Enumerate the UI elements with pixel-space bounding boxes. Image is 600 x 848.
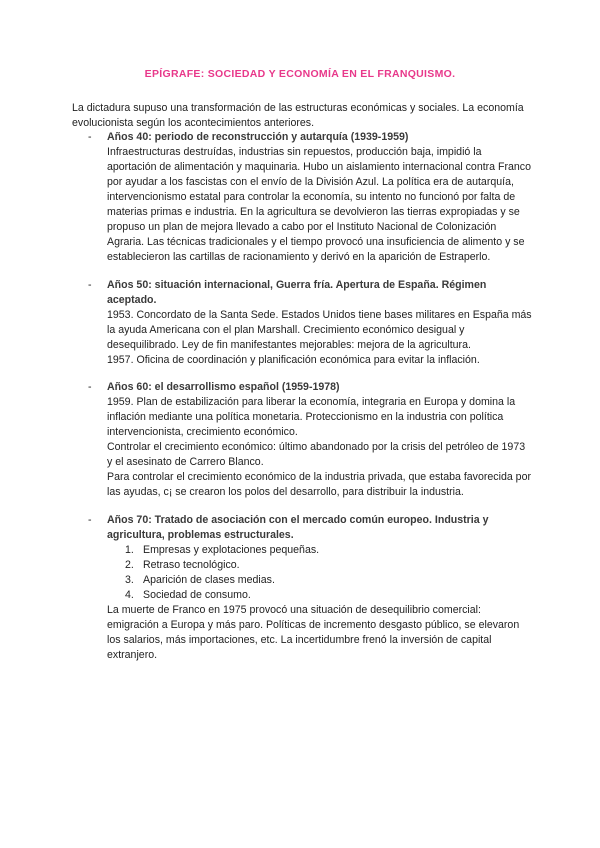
list-number: 1.: [125, 544, 134, 556]
section-paragraph: 1953. Concordato de la Santa Sede. Estados Unidos tiene bases militares en España más la ayuda Americana con el plan Marshall. Crecimiento económico desigual y desequilibrado. Ley de fin manifestantes mejorables: mejora de la agricultura.: [107, 309, 532, 351]
section-paragraph: Infraestructuras destruídas, industrias sin repuestos, producción baja, impidió la aportación de alimentación y maquinaria. Hubo un aislamiento internacional contra Franco por ayudar a los fascistas con el envío de la División Azul. La política era de autarquía, intervencionismo estatal para controlar la economía, su intento no funcionó por falta de materias primas e industria. En la agricultura se devolvieron las tierras expropiadas y se propuso un plan de mejora llevado a cabo por el Instituto Nacional de Colonización Agraria. Las técnicas tradicionales y el tiempo provocó una insuficiencia de alimento y se establecieron las cartillas de racionamiento y derivó en la aparición de Estraperlo.: [107, 146, 531, 263]
section-paragraph: 1957. Oficina de coordinación y planificación económica para evitar la inflación.: [107, 354, 480, 366]
list-item-text: Aparición de clases medias.: [143, 574, 275, 586]
section-closing-paragraph: La muerte de Franco en 1975 provocó una situación de desequilibrio comercial: emigración a Europa y más paro. Políticas de incremento desgasto público, se elevaron los salarios, más importaciones, etc. La incertidumbre frenó la inversión de capital extranjero.: [107, 604, 520, 661]
list-item-text: Empresas y explotaciones pequeñas.: [143, 544, 320, 556]
list-number: 4.: [125, 589, 134, 601]
section-paragraph: Para controlar el crecimiento económico de la industria privada, que estaba favorecida por las ayudas, c¡ se crearon los polos del desarrollo, para distribuir la industria.: [107, 471, 531, 498]
section-anos-60: [88, 380, 532, 500]
section-anos-50: [88, 278, 532, 368]
section-heading: Años 50: situación internacional, Guerra fría. Apertura de España. Régimen aceptado.: [107, 279, 487, 306]
section-heading: Años 60: el desarrollismo español (1959-1978): [107, 381, 340, 393]
bullet-dash: -: [88, 381, 92, 393]
bullet-dash: -: [88, 131, 92, 143]
list-number: 2.: [125, 559, 134, 571]
list-item-text: Sociedad de consumo.: [143, 589, 251, 601]
section-heading: Años 40: periodo de reconstrucción y autarquía (1939-1959): [107, 131, 409, 143]
section-heading: Años 70: Tratado de asociación con el mercado común europeo. Industria y agricultura, problemas estructurales.: [107, 514, 489, 541]
list-item: [125, 543, 532, 558]
problems-list: [107, 543, 532, 603]
list-number: 3.: [125, 574, 134, 586]
intro-paragraph: La dictadura supuso una transformación de las estructuras económicas y sociales. La economía evolucionista según los acontecimientos anteriores.: [72, 102, 524, 129]
section-anos-70: [88, 513, 532, 663]
section-anos-40: [88, 130, 532, 265]
document-title: EPÍGRAFE: SOCIEDAD Y ECONOMÍA EN EL FRANQUISMO.: [144, 68, 456, 80]
section-paragraph: 1959. Plan de estabilización para liberar la economía, integraria en Europa y domina la inflación mediante una política monetaria. Proteccionismo en la industria con política intervencionista, crecimiento económico.: [107, 396, 516, 438]
list-item: [125, 588, 532, 603]
bullet-dash: -: [88, 279, 92, 291]
section-paragraph: Controlar el crecimiento económico: último abandonado por la crisis del petróleo de 1973 y el asesinato de Carrero Blanco.: [107, 441, 526, 468]
list-item: [125, 558, 532, 573]
list-item: [125, 573, 532, 588]
list-item-text: Retraso tecnológico.: [143, 559, 240, 571]
bullet-dash: -: [88, 514, 92, 526]
